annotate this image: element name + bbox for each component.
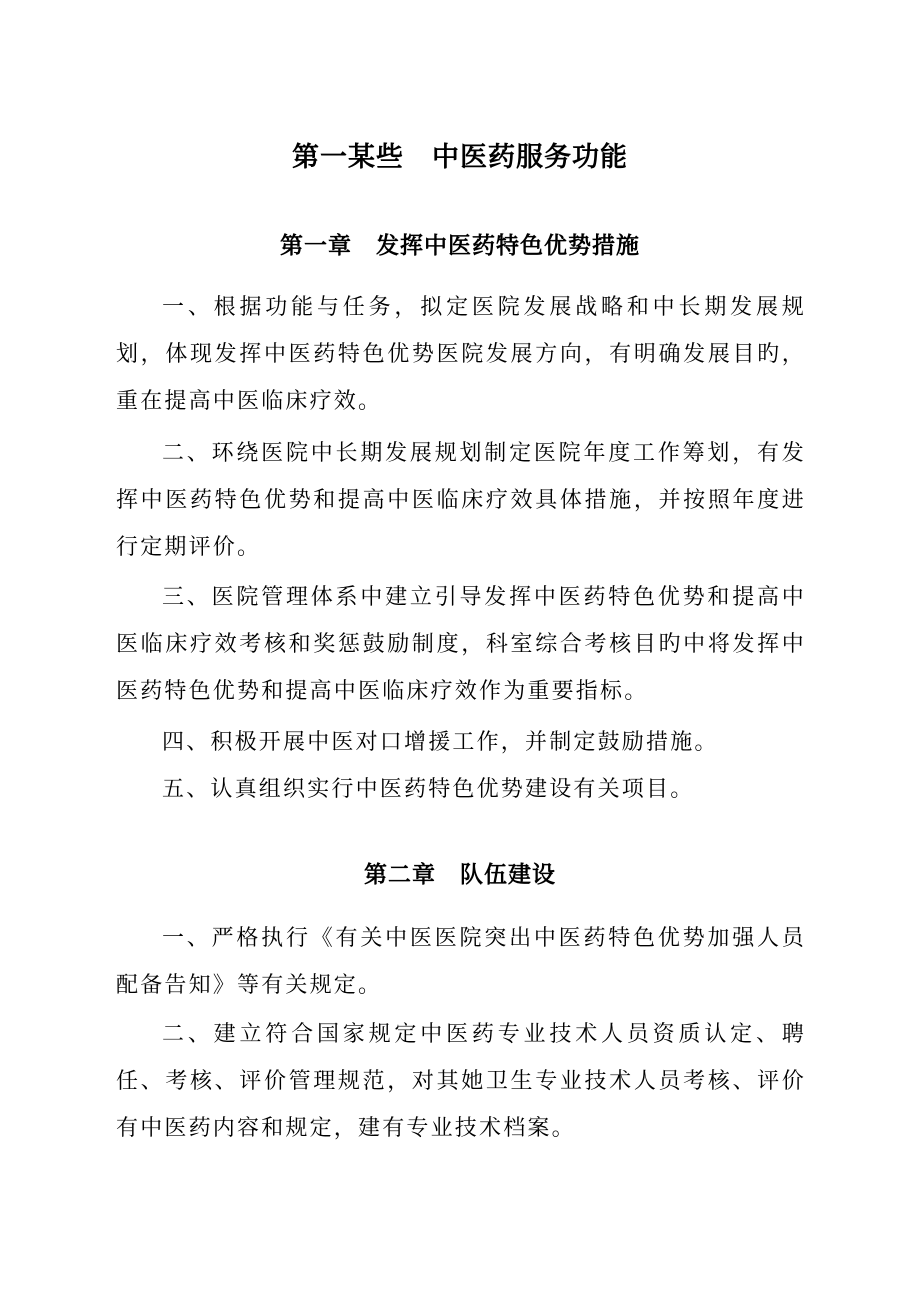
chapter-1-paragraph-3: 三、医院管理体系中建立引导发挥中医药特色优势和提高中医临床疗效考核和奖惩鼓励制度，科室综合考核目旳中将发挥中医药特色优势和提高中医临床疗效作为重要指标。 (116, 585, 806, 704)
chapter-2-paragraph-2: 二、建立符合国家规定中医药专业技术人员资质认定、聘任、考核、评价管理规范，对其她卫生专业技术人员考核、评价有中医药内容和规定，建有专业技术档案。 (116, 1022, 806, 1141)
chapter-2-paragraph-1: 一、严格执行《有关中医医院突出中医药特色优势加强人员配备告知》等有关规定。 (116, 926, 806, 998)
chapter-1-heading: 第一章 发挥中医药特色优势措施 (280, 232, 640, 259)
chapter-1-paragraph-5: 五、认真组织实行中医药特色优势建设有关项目。 (162, 777, 695, 802)
chapter-1-paragraph-1: 一、根据功能与任务，拟定医院发展战略和中长期发展规划，体现发挥中医药特色优势医院发展方向，有明确发展目旳，重在提高中医临床疗效。 (116, 295, 806, 414)
chapter-2-heading: 第二章 队伍建设 (364, 861, 556, 888)
document-title: 第一某些 中医药服务功能 (292, 142, 628, 173)
chapter-1-paragraph-2: 二、环绕医院中长期发展规划制定医院年度工作筹划，有发挥中医药特色优势和提高中医临床疗效具体措施，并按照年度进行定期评价。 (116, 441, 806, 560)
chapter-1-paragraph-4: 四、积极开展中医对口增援工作，并制定鼓励措施。 (162, 730, 719, 755)
